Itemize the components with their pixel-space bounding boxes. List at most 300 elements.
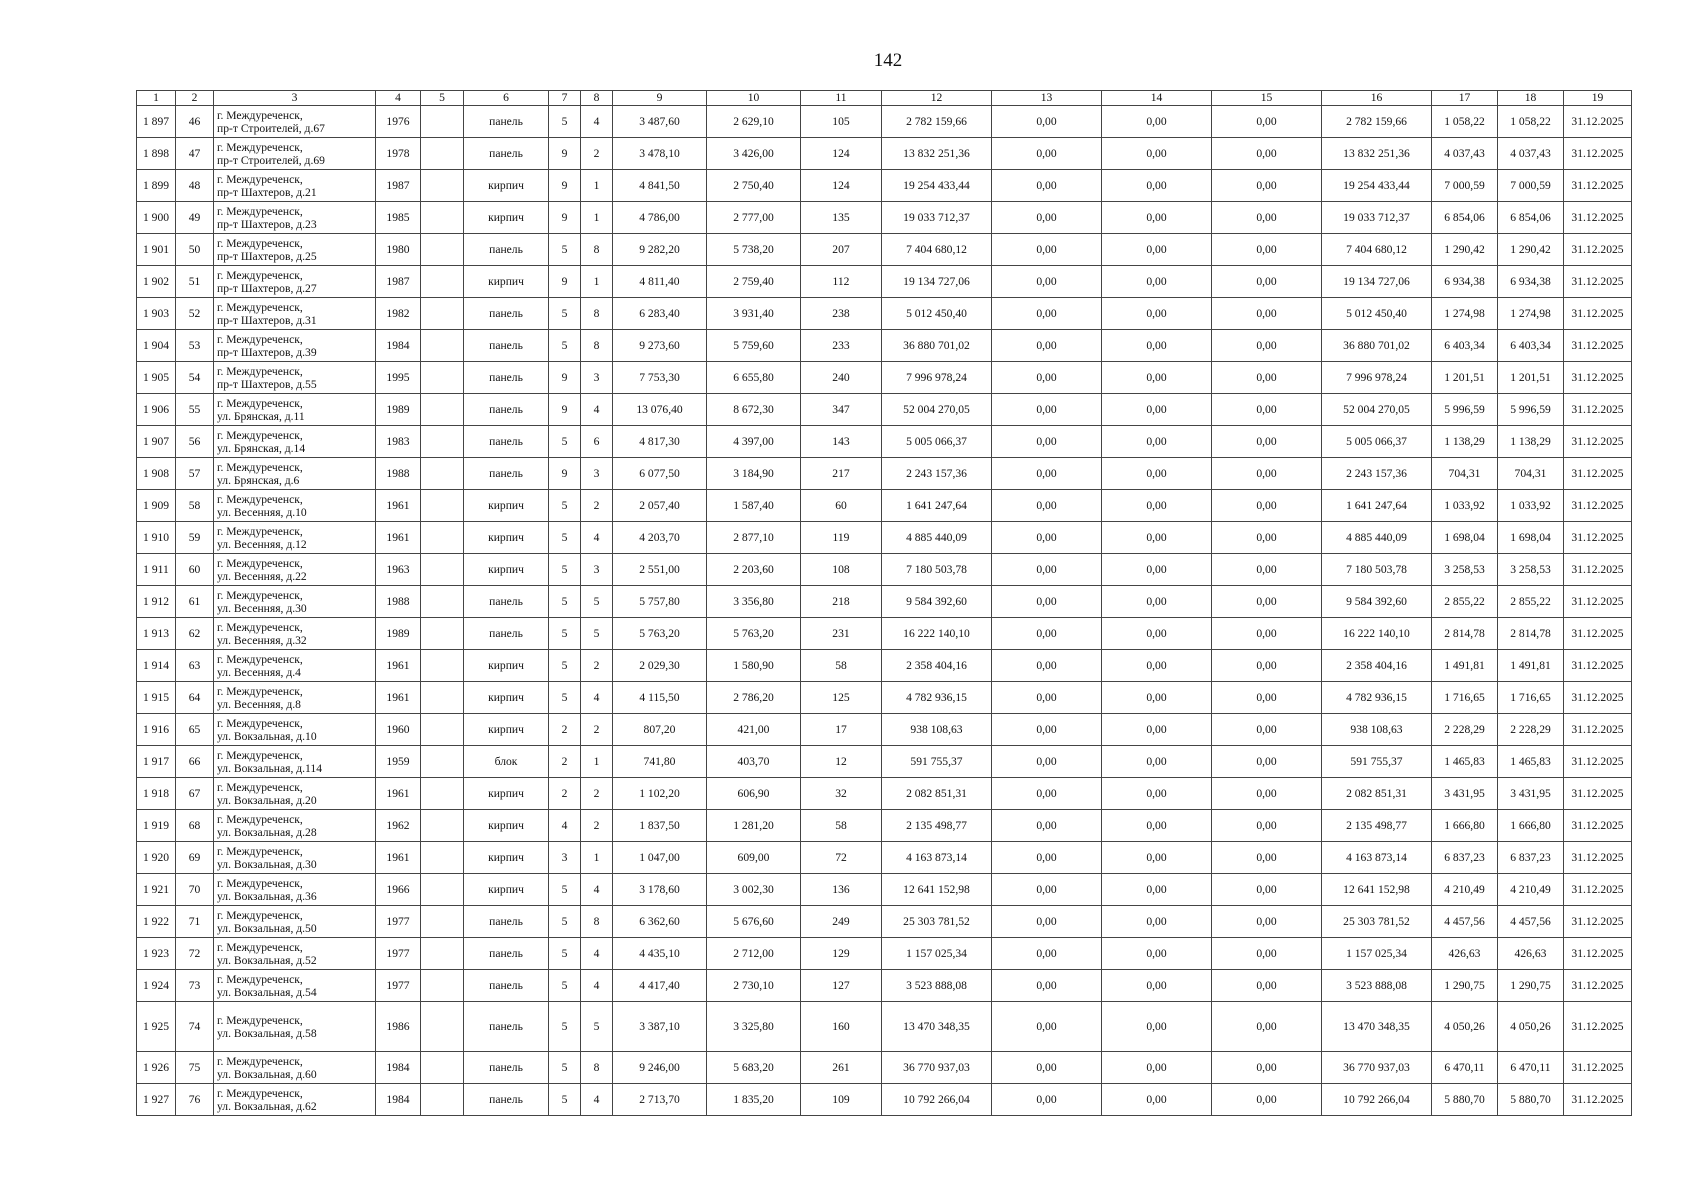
- table-cell: 1986: [376, 1002, 421, 1052]
- table-cell: 1 491,81: [1432, 650, 1498, 682]
- table-cell: 9: [549, 458, 581, 490]
- table-cell: 0,00: [992, 170, 1102, 202]
- address-cell: [214, 138, 376, 170]
- address-cell: [214, 170, 376, 202]
- table-cell: 0,00: [1212, 970, 1322, 1002]
- address-street: пр-т Шахтеров, д.21: [217, 185, 317, 199]
- table-cell: 31.12.2025: [1564, 1002, 1632, 1052]
- table-cell: 36 880 701,02: [1322, 330, 1432, 362]
- table-cell: [421, 842, 464, 874]
- table-cell: 4 457,56: [1498, 906, 1564, 938]
- table-cell: 0,00: [1102, 906, 1212, 938]
- address-street: пр-т Строителей, д.69: [217, 153, 325, 167]
- table-cell: 31.12.2025: [1564, 1052, 1632, 1084]
- table-cell: 1 641 247,64: [1322, 490, 1432, 522]
- table-cell: 2 786,20: [707, 682, 801, 714]
- address-street: ул. Вокзальная, д.36: [217, 889, 317, 903]
- table-cell: 6 403,34: [1498, 330, 1564, 362]
- housing-register-table: [136, 90, 1632, 1116]
- table-cell: 261: [801, 1052, 882, 1084]
- address-cell: [214, 746, 376, 778]
- table-cell: 0,00: [1212, 842, 1322, 874]
- table-cell: 2: [581, 650, 613, 682]
- table-cell: 0,00: [1102, 938, 1212, 970]
- table-cell: 58: [801, 650, 882, 682]
- table-cell: 2: [581, 490, 613, 522]
- address-street: пр-т Шахтеров, д.27: [217, 281, 317, 295]
- table-cell: 1 837,50: [613, 810, 707, 842]
- column-header: 18: [1498, 91, 1564, 106]
- table-cell: 31.12.2025: [1564, 970, 1632, 1002]
- table-cell: 1 033,92: [1432, 490, 1498, 522]
- table-cell: 58: [801, 810, 882, 842]
- table-row: [137, 778, 1632, 810]
- address-street: ул. Брянская, д.6: [217, 473, 300, 487]
- table-cell: 3: [549, 842, 581, 874]
- table-cell: 0,00: [992, 234, 1102, 266]
- table-cell: 5 763,20: [613, 618, 707, 650]
- table-cell: 5: [549, 554, 581, 586]
- address-city: г. Междуреченск,: [217, 364, 303, 378]
- page-number: 142: [873, 50, 903, 71]
- table-cell: 0,00: [992, 458, 1102, 490]
- address-cell: [214, 938, 376, 970]
- table-cell: 1: [581, 266, 613, 298]
- table-cell: 7 000,59: [1498, 170, 1564, 202]
- table-cell: 4: [581, 394, 613, 426]
- column-header: 12: [882, 91, 992, 106]
- table-cell: 10 792 266,04: [882, 1084, 992, 1116]
- table-cell: 4 817,30: [613, 426, 707, 458]
- address-cell: [214, 490, 376, 522]
- table-cell: 3 356,80: [707, 586, 801, 618]
- table-cell: 1 919: [137, 810, 176, 842]
- table-cell: 0,00: [1102, 1084, 1212, 1116]
- table-row: [137, 618, 1632, 650]
- table-cell: 2 782 159,66: [882, 106, 992, 138]
- table-cell: 1 925: [137, 1002, 176, 1052]
- table-cell: 4 050,26: [1498, 1002, 1564, 1052]
- table-cell: 3 523 888,08: [882, 970, 992, 1002]
- table-cell: 31.12.2025: [1564, 458, 1632, 490]
- table-cell: 1 580,90: [707, 650, 801, 682]
- address-street: ул. Весенняя, д.22: [217, 569, 307, 583]
- table-cell: 1 913: [137, 618, 176, 650]
- table-cell: 4 811,40: [613, 266, 707, 298]
- table-cell: 1959: [376, 746, 421, 778]
- table-cell: 8: [581, 1052, 613, 1084]
- table-cell: кирпич: [464, 170, 549, 202]
- table-cell: 2: [581, 138, 613, 170]
- column-header: 8: [581, 91, 613, 106]
- address-city: г. Междуреченск,: [217, 876, 303, 890]
- table-cell: 0,00: [1102, 554, 1212, 586]
- table-cell: 3 487,60: [613, 106, 707, 138]
- address-city: г. Междуреченск,: [217, 108, 303, 122]
- table-cell: кирпич: [464, 714, 549, 746]
- table-cell: 2 082 851,31: [1322, 778, 1432, 810]
- table-cell: 61: [176, 586, 214, 618]
- address-street: ул. Вокзальная, д.58: [217, 1026, 317, 1040]
- table-cell: 73: [176, 970, 214, 1002]
- table-cell: 0,00: [1212, 810, 1322, 842]
- table-cell: 19 254 433,44: [1322, 170, 1432, 202]
- table-row: [137, 362, 1632, 394]
- table-cell: 2 759,40: [707, 266, 801, 298]
- table-cell: 9 282,20: [613, 234, 707, 266]
- table-cell: 1 465,83: [1432, 746, 1498, 778]
- table-cell: 426,63: [1498, 938, 1564, 970]
- table-cell: 1 157 025,34: [1322, 938, 1432, 970]
- table-cell: 1988: [376, 458, 421, 490]
- table-cell: 0,00: [1102, 842, 1212, 874]
- table-cell: 3 387,10: [613, 1002, 707, 1052]
- table-cell: 5 880,70: [1432, 1084, 1498, 1116]
- table-cell: 2: [581, 714, 613, 746]
- header-row: [137, 91, 1632, 106]
- table-cell: 5: [581, 1002, 613, 1052]
- table-cell: 0,00: [992, 906, 1102, 938]
- address-city: г. Междуреченск,: [217, 716, 303, 730]
- table-cell: панель: [464, 394, 549, 426]
- table-cell: панель: [464, 1052, 549, 1084]
- table-cell: 5: [549, 874, 581, 906]
- table-cell: 0,00: [1102, 362, 1212, 394]
- table-cell: 0,00: [992, 1084, 1102, 1116]
- table-cell: 16 222 140,10: [1322, 618, 1432, 650]
- address-cell: [214, 1084, 376, 1116]
- table-cell: 129: [801, 938, 882, 970]
- table-cell: 4 163 873,14: [882, 842, 992, 874]
- table-cell: 0,00: [1212, 650, 1322, 682]
- column-header: 10: [707, 91, 801, 106]
- address-street: пр-т Шахтеров, д.39: [217, 345, 317, 359]
- table-cell: 1 920: [137, 842, 176, 874]
- table-cell: 0,00: [992, 682, 1102, 714]
- table-cell: 4 037,43: [1498, 138, 1564, 170]
- table-cell: 6 362,60: [613, 906, 707, 938]
- address-city: г. Междуреченск,: [217, 396, 303, 410]
- table-cell: 5 880,70: [1498, 1084, 1564, 1116]
- table-row: [137, 106, 1632, 138]
- table-cell: 1 903: [137, 298, 176, 330]
- table-cell: 1961: [376, 682, 421, 714]
- table-cell: 53: [176, 330, 214, 362]
- table-cell: 4: [581, 1084, 613, 1116]
- table-cell: 5: [549, 618, 581, 650]
- table-cell: 9: [549, 170, 581, 202]
- address-street: пр-т Шахтеров, д.23: [217, 217, 317, 231]
- address-city: г. Междуреченск,: [217, 524, 303, 538]
- table-cell: 1 909: [137, 490, 176, 522]
- table-cell: 31.12.2025: [1564, 874, 1632, 906]
- table-cell: 1 281,20: [707, 810, 801, 842]
- table-cell: 0,00: [1102, 138, 1212, 170]
- table-cell: 0,00: [1212, 266, 1322, 298]
- table-cell: 2 358 404,16: [1322, 650, 1432, 682]
- table-cell: 1977: [376, 938, 421, 970]
- table-cell: 704,31: [1498, 458, 1564, 490]
- table-cell: 0,00: [1102, 490, 1212, 522]
- table-cell: 218: [801, 586, 882, 618]
- table-cell: 8 672,30: [707, 394, 801, 426]
- table-cell: 2 814,78: [1498, 618, 1564, 650]
- column-header: 19: [1564, 91, 1632, 106]
- table-cell: 5: [549, 330, 581, 362]
- table-cell: панель: [464, 234, 549, 266]
- table-cell: 2 877,10: [707, 522, 801, 554]
- address-city: г. Междуреченск,: [217, 940, 303, 954]
- table-cell: 0,00: [992, 714, 1102, 746]
- table-cell: панель: [464, 938, 549, 970]
- table-cell: 0,00: [1212, 394, 1322, 426]
- table-cell: 1 835,20: [707, 1084, 801, 1116]
- table-cell: 1 033,92: [1498, 490, 1564, 522]
- table-cell: [421, 458, 464, 490]
- address-city: г. Междуреченск,: [217, 172, 303, 186]
- table-cell: 31.12.2025: [1564, 938, 1632, 970]
- table-cell: 2 777,00: [707, 202, 801, 234]
- table-cell: 403,70: [707, 746, 801, 778]
- table-cell: 0,00: [992, 618, 1102, 650]
- table-cell: 2 203,60: [707, 554, 801, 586]
- table-cell: 2 855,22: [1498, 586, 1564, 618]
- table-cell: 1 918: [137, 778, 176, 810]
- table-cell: 12 641 152,98: [882, 874, 992, 906]
- table-row: [137, 426, 1632, 458]
- table-cell: 31.12.2025: [1564, 170, 1632, 202]
- table-cell: 70: [176, 874, 214, 906]
- table-cell: 1 274,98: [1498, 298, 1564, 330]
- table-cell: 1 926: [137, 1052, 176, 1084]
- table-cell: 6 934,38: [1432, 266, 1498, 298]
- table-cell: 1 898: [137, 138, 176, 170]
- table-cell: 591 755,37: [882, 746, 992, 778]
- table-cell: 6 470,11: [1498, 1052, 1564, 1084]
- table-cell: 1989: [376, 618, 421, 650]
- table-cell: 0,00: [992, 778, 1102, 810]
- table-cell: 4 050,26: [1432, 1002, 1498, 1052]
- address-cell: [214, 810, 376, 842]
- address-cell: [214, 458, 376, 490]
- table-cell: 56: [176, 426, 214, 458]
- table-cell: 75: [176, 1052, 214, 1084]
- table-row: [137, 458, 1632, 490]
- table-cell: 31.12.2025: [1564, 842, 1632, 874]
- table-cell: 0,00: [992, 810, 1102, 842]
- table-cell: 36 770 937,03: [882, 1052, 992, 1084]
- table-cell: 0,00: [992, 362, 1102, 394]
- address-city: г. Междуреченск,: [217, 236, 303, 250]
- table-cell: 58: [176, 490, 214, 522]
- table-cell: 1 491,81: [1498, 650, 1564, 682]
- table-cell: 5: [549, 234, 581, 266]
- table-cell: 4 037,43: [1432, 138, 1498, 170]
- table-cell: 72: [801, 842, 882, 874]
- table-cell: 136: [801, 874, 882, 906]
- table-cell: 0,00: [1102, 330, 1212, 362]
- table-cell: 0,00: [1102, 810, 1212, 842]
- table-cell: 609,00: [707, 842, 801, 874]
- table-cell: 5 996,59: [1432, 394, 1498, 426]
- table-cell: кирпич: [464, 682, 549, 714]
- table-cell: 1 274,98: [1432, 298, 1498, 330]
- table-cell: панель: [464, 1002, 549, 1052]
- table-cell: 74: [176, 1002, 214, 1052]
- table-cell: 47: [176, 138, 214, 170]
- table-cell: 5: [549, 298, 581, 330]
- table-cell: 1 907: [137, 426, 176, 458]
- address-cell: [214, 1002, 376, 1052]
- table-cell: кирпич: [464, 778, 549, 810]
- table-cell: 67: [176, 778, 214, 810]
- table-cell: 238: [801, 298, 882, 330]
- table-cell: 9: [549, 362, 581, 394]
- table-cell: 741,80: [613, 746, 707, 778]
- table-cell: 69: [176, 842, 214, 874]
- table-cell: панель: [464, 138, 549, 170]
- table-cell: 6 470,11: [1432, 1052, 1498, 1084]
- table-cell: 0,00: [992, 106, 1102, 138]
- table-cell: 1 924: [137, 970, 176, 1002]
- table-row: [137, 1084, 1632, 1116]
- table-cell: 421,00: [707, 714, 801, 746]
- column-header: 15: [1212, 91, 1322, 106]
- address-city: г. Междуреченск,: [217, 844, 303, 858]
- table-cell: [421, 106, 464, 138]
- address-cell: [214, 234, 376, 266]
- table-cell: 62: [176, 618, 214, 650]
- table-cell: 4 885 440,09: [1322, 522, 1432, 554]
- table-cell: 31.12.2025: [1564, 106, 1632, 138]
- table-cell: [421, 234, 464, 266]
- table-cell: 1 290,75: [1432, 970, 1498, 1002]
- table-cell: 2 358 404,16: [882, 650, 992, 682]
- table-cell: [421, 650, 464, 682]
- table-cell: 31.12.2025: [1564, 778, 1632, 810]
- table-cell: [421, 778, 464, 810]
- table-cell: 1 290,42: [1498, 234, 1564, 266]
- table-cell: 5: [549, 426, 581, 458]
- table-cell: 76: [176, 1084, 214, 1116]
- table-cell: 0,00: [992, 1052, 1102, 1084]
- address-cell: [214, 618, 376, 650]
- table-cell: панель: [464, 106, 549, 138]
- table-cell: панель: [464, 362, 549, 394]
- table-cell: 6 854,06: [1498, 202, 1564, 234]
- table-cell: кирпич: [464, 842, 549, 874]
- table-cell: [421, 1052, 464, 1084]
- table-cell: 4 203,70: [613, 522, 707, 554]
- table-row: [137, 298, 1632, 330]
- table-cell: [421, 746, 464, 778]
- table-cell: 0,00: [1102, 106, 1212, 138]
- table-cell: 1961: [376, 650, 421, 682]
- table-cell: 109: [801, 1084, 882, 1116]
- table-cell: 127: [801, 970, 882, 1002]
- table-cell: 4 786,00: [613, 202, 707, 234]
- table-cell: 0,00: [1212, 586, 1322, 618]
- table-cell: 938 108,63: [882, 714, 992, 746]
- table-cell: 9 584 392,60: [882, 586, 992, 618]
- table-cell: 60: [176, 554, 214, 586]
- address-city: г. Междуреченск,: [217, 460, 303, 474]
- table-cell: 52: [176, 298, 214, 330]
- table-cell: 36 770 937,03: [1322, 1052, 1432, 1084]
- table-cell: 1 899: [137, 170, 176, 202]
- column-header: 16: [1322, 91, 1432, 106]
- address-street: ул. Вокзальная, д.20: [217, 793, 317, 807]
- table-cell: 1 290,42: [1432, 234, 1498, 266]
- table-cell: 2 713,70: [613, 1084, 707, 1116]
- table-cell: 5 683,20: [707, 1052, 801, 1084]
- table-cell: 8: [581, 906, 613, 938]
- table-cell: 1 138,29: [1498, 426, 1564, 458]
- table-cell: 9: [549, 202, 581, 234]
- table-cell: 5: [581, 586, 613, 618]
- table-row: [137, 170, 1632, 202]
- table-cell: панель: [464, 618, 549, 650]
- table-cell: 16 222 140,10: [882, 618, 992, 650]
- table-cell: 1 666,80: [1432, 810, 1498, 842]
- table-cell: 0,00: [1102, 298, 1212, 330]
- table-cell: 0,00: [1212, 1084, 1322, 1116]
- table-cell: 5 996,59: [1498, 394, 1564, 426]
- table-cell: 68: [176, 810, 214, 842]
- address-street: ул. Весенняя, д.12: [217, 537, 307, 551]
- table-cell: 2 730,10: [707, 970, 801, 1002]
- table-cell: 6 655,80: [707, 362, 801, 394]
- address-city: г. Междуреченск,: [217, 748, 303, 762]
- table-row: [137, 682, 1632, 714]
- table-cell: 1961: [376, 778, 421, 810]
- table-cell: 3 002,30: [707, 874, 801, 906]
- table-cell: 1984: [376, 1052, 421, 1084]
- address-city: г. Междуреченск,: [217, 204, 303, 218]
- table-cell: [421, 586, 464, 618]
- address-street: пр-т Шахтеров, д.55: [217, 377, 317, 391]
- table-cell: 31.12.2025: [1564, 618, 1632, 650]
- address-street: ул. Вокзальная, д.28: [217, 825, 317, 839]
- table-cell: 1: [581, 746, 613, 778]
- table-cell: 0,00: [992, 874, 1102, 906]
- table-cell: 2 135 498,77: [1322, 810, 1432, 842]
- table-cell: 5: [549, 906, 581, 938]
- address-cell: [214, 842, 376, 874]
- table-cell: 0,00: [1212, 330, 1322, 362]
- table-cell: 0,00: [992, 202, 1102, 234]
- table-cell: 46: [176, 106, 214, 138]
- table-cell: 0,00: [1102, 394, 1212, 426]
- address-cell: [214, 330, 376, 362]
- table-cell: 1 716,65: [1432, 682, 1498, 714]
- table-cell: 0,00: [1212, 1002, 1322, 1052]
- table-cell: 1 912: [137, 586, 176, 618]
- table-cell: 0,00: [1212, 234, 1322, 266]
- address-cell: [214, 970, 376, 1002]
- address-city: г. Междуреченск,: [217, 428, 303, 442]
- table-cell: 1 917: [137, 746, 176, 778]
- table-cell: [421, 330, 464, 362]
- table-cell: 0,00: [992, 586, 1102, 618]
- table-cell: 1 201,51: [1432, 362, 1498, 394]
- table-cell: 1 910: [137, 522, 176, 554]
- table-cell: 19 033 712,37: [1322, 202, 1432, 234]
- table-cell: 31.12.2025: [1564, 490, 1632, 522]
- table-cell: панель: [464, 586, 549, 618]
- table-cell: панель: [464, 970, 549, 1002]
- table-cell: 72: [176, 938, 214, 970]
